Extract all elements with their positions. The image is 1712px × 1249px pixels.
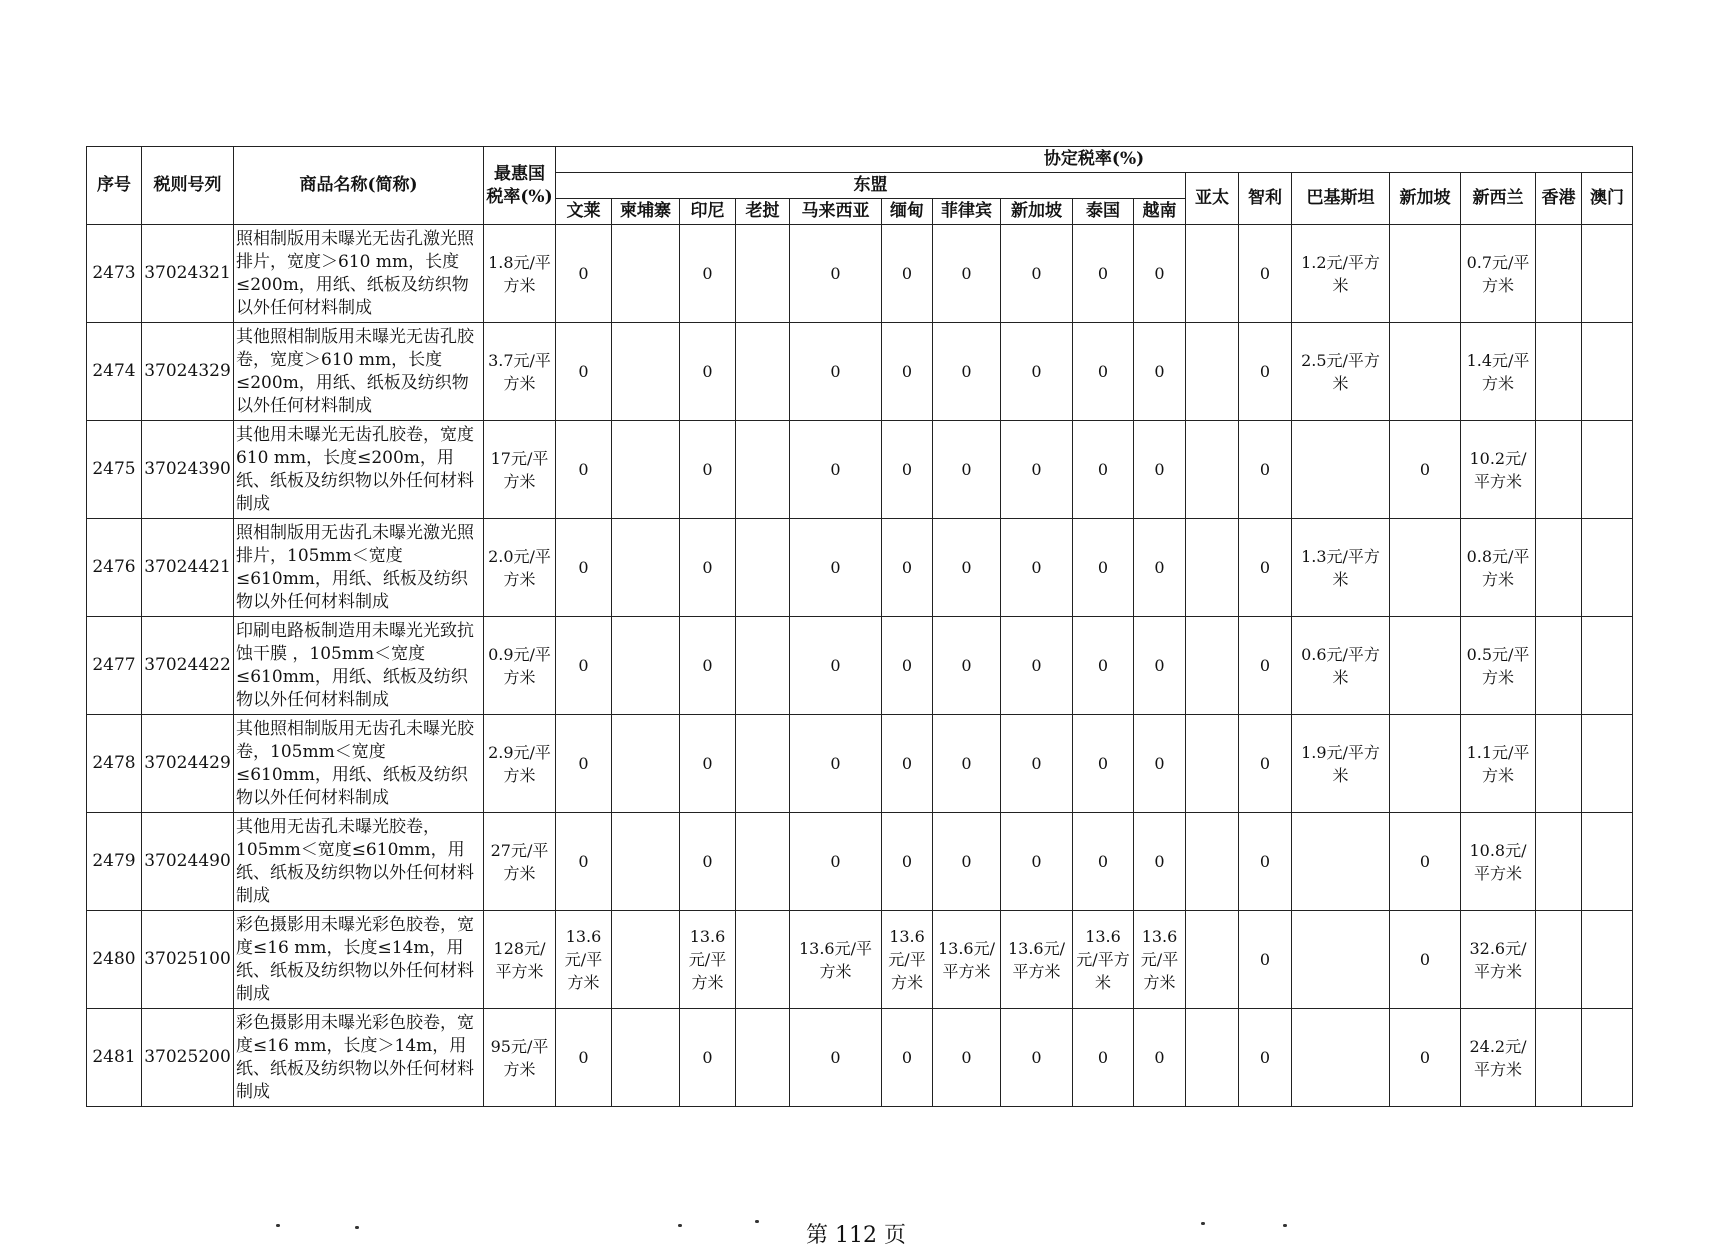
- cell-code: 37024490: [142, 813, 234, 911]
- cell-myanmar: 0: [882, 617, 933, 715]
- cell-name: 照相制版用无齿孔未曝光激光照排片，105mm＜宽度≤610mm，用纸、纸板及纺织物以外任何材料制成: [234, 519, 484, 617]
- cell-pakistan: 0.6元/平方米: [1292, 617, 1390, 715]
- cell-seq: 2477: [87, 617, 142, 715]
- cell-macau: [1582, 617, 1633, 715]
- cell-name: 其他用未曝光无齿孔胶卷，宽度610 mm，长度≤200m，用纸、纸板及纺织物以外任何材料制成: [234, 421, 484, 519]
- cell-apta: [1186, 519, 1239, 617]
- cell-new-zealand: 10.2元/平方米: [1461, 421, 1536, 519]
- cell-mfn: 2.9元/平方米: [484, 715, 556, 813]
- cell-cambodia: [612, 323, 680, 421]
- table-row: [87, 715, 1633, 813]
- cell-vietnam: 0: [1134, 813, 1186, 911]
- cell-pakistan: [1292, 421, 1390, 519]
- cell-pakistan: [1292, 813, 1390, 911]
- cell-laos: [736, 323, 790, 421]
- header-cambodia: 柬埔寨: [612, 199, 680, 225]
- cell-singapore-asean: 0: [1001, 813, 1073, 911]
- cell-name: 其他用无齿孔未曝光胶卷，105mm＜宽度≤610mm，用纸、纸板及纺织物以外任何材料制成: [234, 813, 484, 911]
- header-malaysia: 马来西亚: [790, 199, 882, 225]
- cell-malaysia: 0: [790, 1009, 882, 1107]
- cell-indonesia: 0: [680, 1009, 736, 1107]
- cell-mfn: 95元/平方米: [484, 1009, 556, 1107]
- cell-philippines: 13.6元/平方米: [933, 911, 1001, 1009]
- cell-laos: [736, 421, 790, 519]
- cell-singapore: [1390, 617, 1461, 715]
- cell-new-zealand: 1.1元/平方米: [1461, 715, 1536, 813]
- cell-myanmar: 0: [882, 715, 933, 813]
- cell-macau: [1582, 1009, 1633, 1107]
- header-seq: 序号: [87, 147, 142, 225]
- cell-chile: 0: [1239, 323, 1292, 421]
- cell-apta: [1186, 911, 1239, 1009]
- header-philippines: 菲律宾: [933, 199, 1001, 225]
- cell-laos: [736, 715, 790, 813]
- cell-cambodia: [612, 715, 680, 813]
- cell-singapore: [1390, 519, 1461, 617]
- cell-vietnam: 0: [1134, 519, 1186, 617]
- cell-vietnam: 0: [1134, 715, 1186, 813]
- cell-brunei: 0: [556, 519, 612, 617]
- cell-apta: [1186, 1009, 1239, 1107]
- cell-vietnam: 0: [1134, 617, 1186, 715]
- table-row: [87, 421, 1633, 519]
- cell-code: 37024321: [142, 225, 234, 323]
- cell-apta: [1186, 323, 1239, 421]
- cell-indonesia: 0: [680, 421, 736, 519]
- cell-new-zealand: 32.6元/平方米: [1461, 911, 1536, 1009]
- cell-thailand: 0: [1073, 813, 1134, 911]
- cell-hongkong: [1536, 519, 1582, 617]
- cell-name: 彩色摄影用未曝光彩色胶卷，宽度≤16 mm，长度＞14m，用纸、纸板及纺织物以外任何材料制成: [234, 1009, 484, 1107]
- header-thailand: 泰国: [1073, 199, 1134, 225]
- cell-cambodia: [612, 911, 680, 1009]
- cell-mfn: 2.0元/平方米: [484, 519, 556, 617]
- cell-myanmar: 0: [882, 813, 933, 911]
- cell-name: 照相制版用未曝光无齿孔激光照排片，宽度＞610 mm，长度≤200m，用纸、纸板及纺织物以外任何材料制成: [234, 225, 484, 323]
- cell-myanmar: 0: [882, 323, 933, 421]
- cell-singapore: [1390, 225, 1461, 323]
- cell-macau: [1582, 519, 1633, 617]
- cell-myanmar: 0: [882, 225, 933, 323]
- cell-singapore-asean: 0: [1001, 421, 1073, 519]
- table-row: [87, 617, 1633, 715]
- cell-cambodia: [612, 519, 680, 617]
- cell-apta: [1186, 617, 1239, 715]
- cell-malaysia: 0: [790, 715, 882, 813]
- cell-philippines: 0: [933, 421, 1001, 519]
- cell-cambodia: [612, 617, 680, 715]
- header-indonesia: 印尼: [680, 199, 736, 225]
- cell-pakistan: [1292, 911, 1390, 1009]
- cell-malaysia: 0: [790, 617, 882, 715]
- cell-new-zealand: 1.4元/平方米: [1461, 323, 1536, 421]
- cell-seq: 2476: [87, 519, 142, 617]
- cell-singapore-asean: 0: [1001, 323, 1073, 421]
- cell-chile: 0: [1239, 225, 1292, 323]
- cell-new-zealand: 0.7元/平方米: [1461, 225, 1536, 323]
- cell-brunei: 0: [556, 421, 612, 519]
- cell-name: 其他照相制版用未曝光无齿孔胶卷，宽度＞610 mm，长度≤200m，用纸、纸板及纺织物以外任何材料制成: [234, 323, 484, 421]
- cell-philippines: 0: [933, 1009, 1001, 1107]
- cell-indonesia: 13.6元/平方米: [680, 911, 736, 1009]
- cell-apta: [1186, 421, 1239, 519]
- cell-myanmar: 13.6元/平方米: [882, 911, 933, 1009]
- cell-thailand: 0: [1073, 715, 1134, 813]
- header-mfn: 最惠国税率(%): [484, 147, 556, 225]
- cell-mfn: 1.8元/平方米: [484, 225, 556, 323]
- cell-chile: 0: [1239, 519, 1292, 617]
- cell-cambodia: [612, 813, 680, 911]
- cell-indonesia: 0: [680, 519, 736, 617]
- cell-macau: [1582, 813, 1633, 911]
- cell-indonesia: 0: [680, 617, 736, 715]
- cell-indonesia: 0: [680, 813, 736, 911]
- cell-apta: [1186, 813, 1239, 911]
- cell-philippines: 0: [933, 715, 1001, 813]
- cell-pakistan: 1.3元/平方米: [1292, 519, 1390, 617]
- cell-name: 印刷电路板制造用未曝光光致抗蚀干膜 ，105mm＜宽度≤610mm，用纸、纸板及纺织物以外任何材料制成: [234, 617, 484, 715]
- cell-singapore: 0: [1390, 813, 1461, 911]
- cell-laos: [736, 519, 790, 617]
- cell-pakistan: 2.5元/平方米: [1292, 323, 1390, 421]
- cell-thailand: 0: [1073, 617, 1134, 715]
- cell-chile: 0: [1239, 911, 1292, 1009]
- cell-macau: [1582, 323, 1633, 421]
- cell-macau: [1582, 715, 1633, 813]
- cell-thailand: 0: [1073, 519, 1134, 617]
- cell-vietnam: 0: [1134, 323, 1186, 421]
- tariff-table: [86, 146, 1633, 1107]
- cell-pakistan: 1.9元/平方米: [1292, 715, 1390, 813]
- cell-code: 37025100: [142, 911, 234, 1009]
- cell-myanmar: 0: [882, 519, 933, 617]
- cell-code: 37024390: [142, 421, 234, 519]
- cell-chile: 0: [1239, 1009, 1292, 1107]
- table-row: [87, 813, 1633, 911]
- cell-indonesia: 0: [680, 715, 736, 813]
- cell-indonesia: 0: [680, 225, 736, 323]
- cell-thailand: 0: [1073, 323, 1134, 421]
- cell-new-zealand: 0.8元/平方米: [1461, 519, 1536, 617]
- cell-code: 37024422: [142, 617, 234, 715]
- header-agreement: 协定税率(%): [556, 147, 1633, 173]
- table-row: [87, 1009, 1633, 1107]
- cell-singapore: [1390, 715, 1461, 813]
- cell-singapore-asean: 0: [1001, 225, 1073, 323]
- cell-thailand: 13.6元/平方米: [1073, 911, 1134, 1009]
- cell-mfn: 128元/平方米: [484, 911, 556, 1009]
- cell-brunei: 0: [556, 1009, 612, 1107]
- cell-malaysia: 0: [790, 421, 882, 519]
- header-myanmar: 缅甸: [882, 199, 933, 225]
- cell-philippines: 0: [933, 519, 1001, 617]
- cell-laos: [736, 911, 790, 1009]
- cell-hongkong: [1536, 225, 1582, 323]
- cell-thailand: 0: [1073, 421, 1134, 519]
- cell-myanmar: 0: [882, 421, 933, 519]
- cell-philippines: 0: [933, 225, 1001, 323]
- header-apta: 亚太: [1186, 173, 1239, 225]
- cell-hongkong: [1536, 813, 1582, 911]
- cell-chile: 0: [1239, 617, 1292, 715]
- header-singapore: 新加坡: [1390, 173, 1461, 225]
- header-asean: 东盟: [556, 173, 1186, 199]
- table-row: [87, 225, 1633, 323]
- cell-singapore-asean: 0: [1001, 715, 1073, 813]
- table-header: [87, 147, 1633, 225]
- header-pakistan: 巴基斯坦: [1292, 173, 1390, 225]
- cell-hongkong: [1536, 1009, 1582, 1107]
- cell-brunei: 0: [556, 225, 612, 323]
- cell-chile: 0: [1239, 421, 1292, 519]
- cell-vietnam: 13.6元/平方米: [1134, 911, 1186, 1009]
- cell-pakistan: 1.2元/平方米: [1292, 225, 1390, 323]
- cell-indonesia: 0: [680, 323, 736, 421]
- cell-pakistan: [1292, 1009, 1390, 1107]
- cell-singapore: 0: [1390, 421, 1461, 519]
- cell-code: 37024421: [142, 519, 234, 617]
- table-row: [87, 911, 1633, 1009]
- cell-code: 37024329: [142, 323, 234, 421]
- cell-chile: 0: [1239, 813, 1292, 911]
- cell-new-zealand: 24.2元/平方米: [1461, 1009, 1536, 1107]
- cell-malaysia: 0: [790, 225, 882, 323]
- cell-macau: [1582, 421, 1633, 519]
- header-singapore-asean: 新加坡: [1001, 199, 1073, 225]
- cell-hongkong: [1536, 617, 1582, 715]
- cell-singapore-asean: 0: [1001, 1009, 1073, 1107]
- cell-cambodia: [612, 1009, 680, 1107]
- cell-name: 其他照相制版用无齿孔未曝光胶卷，105mm＜宽度≤610mm，用纸、纸板及纺织物以外任何材料制成: [234, 715, 484, 813]
- cell-mfn: 27元/平方米: [484, 813, 556, 911]
- cell-code: 37024429: [142, 715, 234, 813]
- cell-apta: [1186, 715, 1239, 813]
- cell-singapore-asean: 13.6元/平方米: [1001, 911, 1073, 1009]
- cell-hongkong: [1536, 323, 1582, 421]
- cell-seq: 2479: [87, 813, 142, 911]
- cell-cambodia: [612, 225, 680, 323]
- header-brunei: 文莱: [556, 199, 612, 225]
- cell-macau: [1582, 225, 1633, 323]
- cell-vietnam: 0: [1134, 421, 1186, 519]
- cell-cambodia: [612, 421, 680, 519]
- table-row: [87, 519, 1633, 617]
- header-macau: 澳门: [1582, 173, 1633, 225]
- cell-brunei: 13.6元/平方米: [556, 911, 612, 1009]
- cell-code: 37025200: [142, 1009, 234, 1107]
- cell-laos: [736, 617, 790, 715]
- cell-singapore-asean: 0: [1001, 617, 1073, 715]
- cell-vietnam: 0: [1134, 1009, 1186, 1107]
- cell-chile: 0: [1239, 715, 1292, 813]
- cell-laos: [736, 1009, 790, 1107]
- cell-singapore: [1390, 323, 1461, 421]
- cell-malaysia: 0: [790, 519, 882, 617]
- cell-thailand: 0: [1073, 225, 1134, 323]
- table-row: [87, 323, 1633, 421]
- cell-new-zealand: 0.5元/平方米: [1461, 617, 1536, 715]
- cell-malaysia: 0: [790, 323, 882, 421]
- cell-new-zealand: 10.8元/平方米: [1461, 813, 1536, 911]
- cell-hongkong: [1536, 421, 1582, 519]
- header-new-zealand: 新西兰: [1461, 173, 1536, 225]
- cell-seq: 2475: [87, 421, 142, 519]
- cell-seq: 2473: [87, 225, 142, 323]
- header-vietnam: 越南: [1134, 199, 1186, 225]
- cell-malaysia: 13.6元/平方米: [790, 911, 882, 1009]
- cell-hongkong: [1536, 715, 1582, 813]
- cell-brunei: 0: [556, 715, 612, 813]
- cell-singapore: 0: [1390, 911, 1461, 1009]
- cell-apta: [1186, 225, 1239, 323]
- cell-philippines: 0: [933, 617, 1001, 715]
- cell-philippines: 0: [933, 813, 1001, 911]
- header-name: 商品名称(简称): [234, 147, 484, 225]
- cell-singapore-asean: 0: [1001, 519, 1073, 617]
- table-body: [87, 225, 1633, 1107]
- cell-laos: [736, 225, 790, 323]
- cell-mfn: 3.7元/平方米: [484, 323, 556, 421]
- header-code: 税则号列: [142, 147, 234, 225]
- cell-brunei: 0: [556, 617, 612, 715]
- cell-seq: 2478: [87, 715, 142, 813]
- cell-brunei: 0: [556, 323, 612, 421]
- cell-philippines: 0: [933, 323, 1001, 421]
- cell-laos: [736, 813, 790, 911]
- cell-macau: [1582, 911, 1633, 1009]
- cell-malaysia: 0: [790, 813, 882, 911]
- cell-mfn: 0.9元/平方米: [484, 617, 556, 715]
- cell-singapore: 0: [1390, 1009, 1461, 1107]
- cell-seq: 2480: [87, 911, 142, 1009]
- cell-myanmar: 0: [882, 1009, 933, 1107]
- header-laos: 老挝: [736, 199, 790, 225]
- cell-vietnam: 0: [1134, 225, 1186, 323]
- cell-mfn: 17元/平方米: [484, 421, 556, 519]
- cell-name: 彩色摄影用未曝光彩色胶卷，宽度≤16 mm，长度≤14m，用纸、纸板及纺织物以外任何材料制成: [234, 911, 484, 1009]
- page-number: 第 112 页: [806, 1223, 906, 1248]
- cell-seq: 2481: [87, 1009, 142, 1107]
- header-hongkong: 香港: [1536, 173, 1582, 225]
- cell-seq: 2474: [87, 323, 142, 421]
- cell-thailand: 0: [1073, 1009, 1134, 1107]
- header-chile: 智利: [1239, 173, 1292, 225]
- cell-hongkong: [1536, 911, 1582, 1009]
- cell-brunei: 0: [556, 813, 612, 911]
